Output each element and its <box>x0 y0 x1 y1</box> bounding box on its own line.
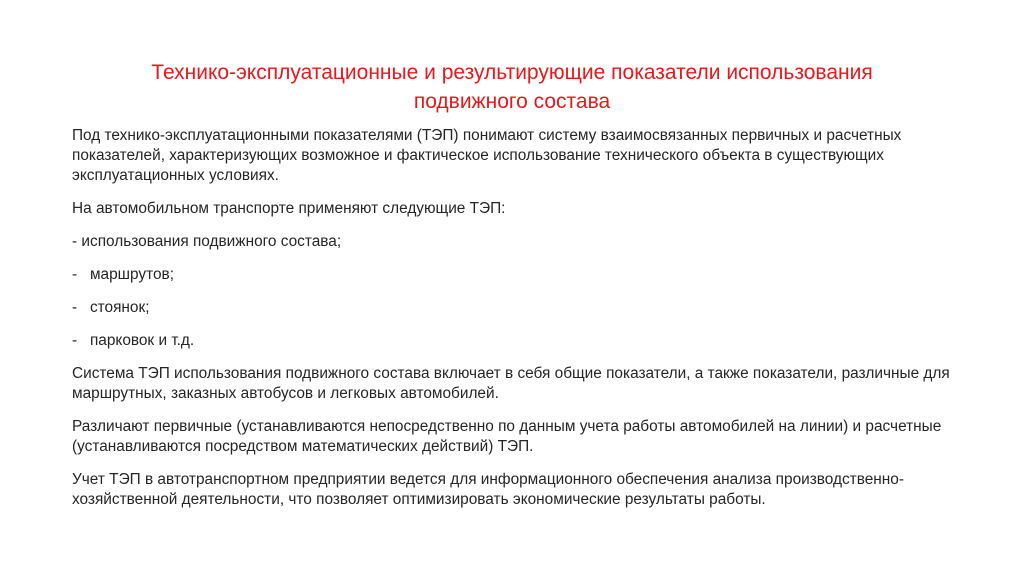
paragraph-tep-definition: Под технико-эксплуатационными показателями (ТЭП) понимают систему взаимосвязанных первичных и расчетных показателей, характеризующих возможное и фактическое использование технического объекта в существующих эксплуатационных условиях. <box>72 127 902 184</box>
list-item-parking-lots: - стоянок; <box>72 299 150 316</box>
paragraph-tep-system: Система ТЭП использования подвижного состава включает в себя общие показатели, а также показатели, различные для маршрутных, заказных автобусов и легковых автомобилей. <box>72 365 950 402</box>
slide-title <box>70 58 954 116</box>
slide-title-line-2: подвижного состава <box>413 90 611 113</box>
paragraph-tep-accounting: Учет ТЭП в автотранспортном предприятии ведется для информационного обеспечения анализа производственно-хозяйственной деятельности, что позволяет оптимизировать экономические результаты работы. <box>72 471 904 508</box>
paragraph-tep-list-intro: На автомобильном транспорте применяют следующие ТЭП: <box>72 200 506 217</box>
list-item-routes: - маршрутов; <box>72 266 174 283</box>
slide-body <box>72 126 962 523</box>
paragraph-tep-types: Различают первичные (устанавливаются непосредственно по данным учета работы автомобилей на линии) и расчетные (устанавливаются посредством математических действий) ТЭП. <box>72 418 942 455</box>
list-item-parkings-etc: - парковок и т.д. <box>72 332 195 349</box>
slide-title-line-1: Технико-эксплуатационные и результирующие показатели использования <box>151 61 873 84</box>
list-item-rolling-stock: - использования подвижного состава; <box>72 233 342 250</box>
